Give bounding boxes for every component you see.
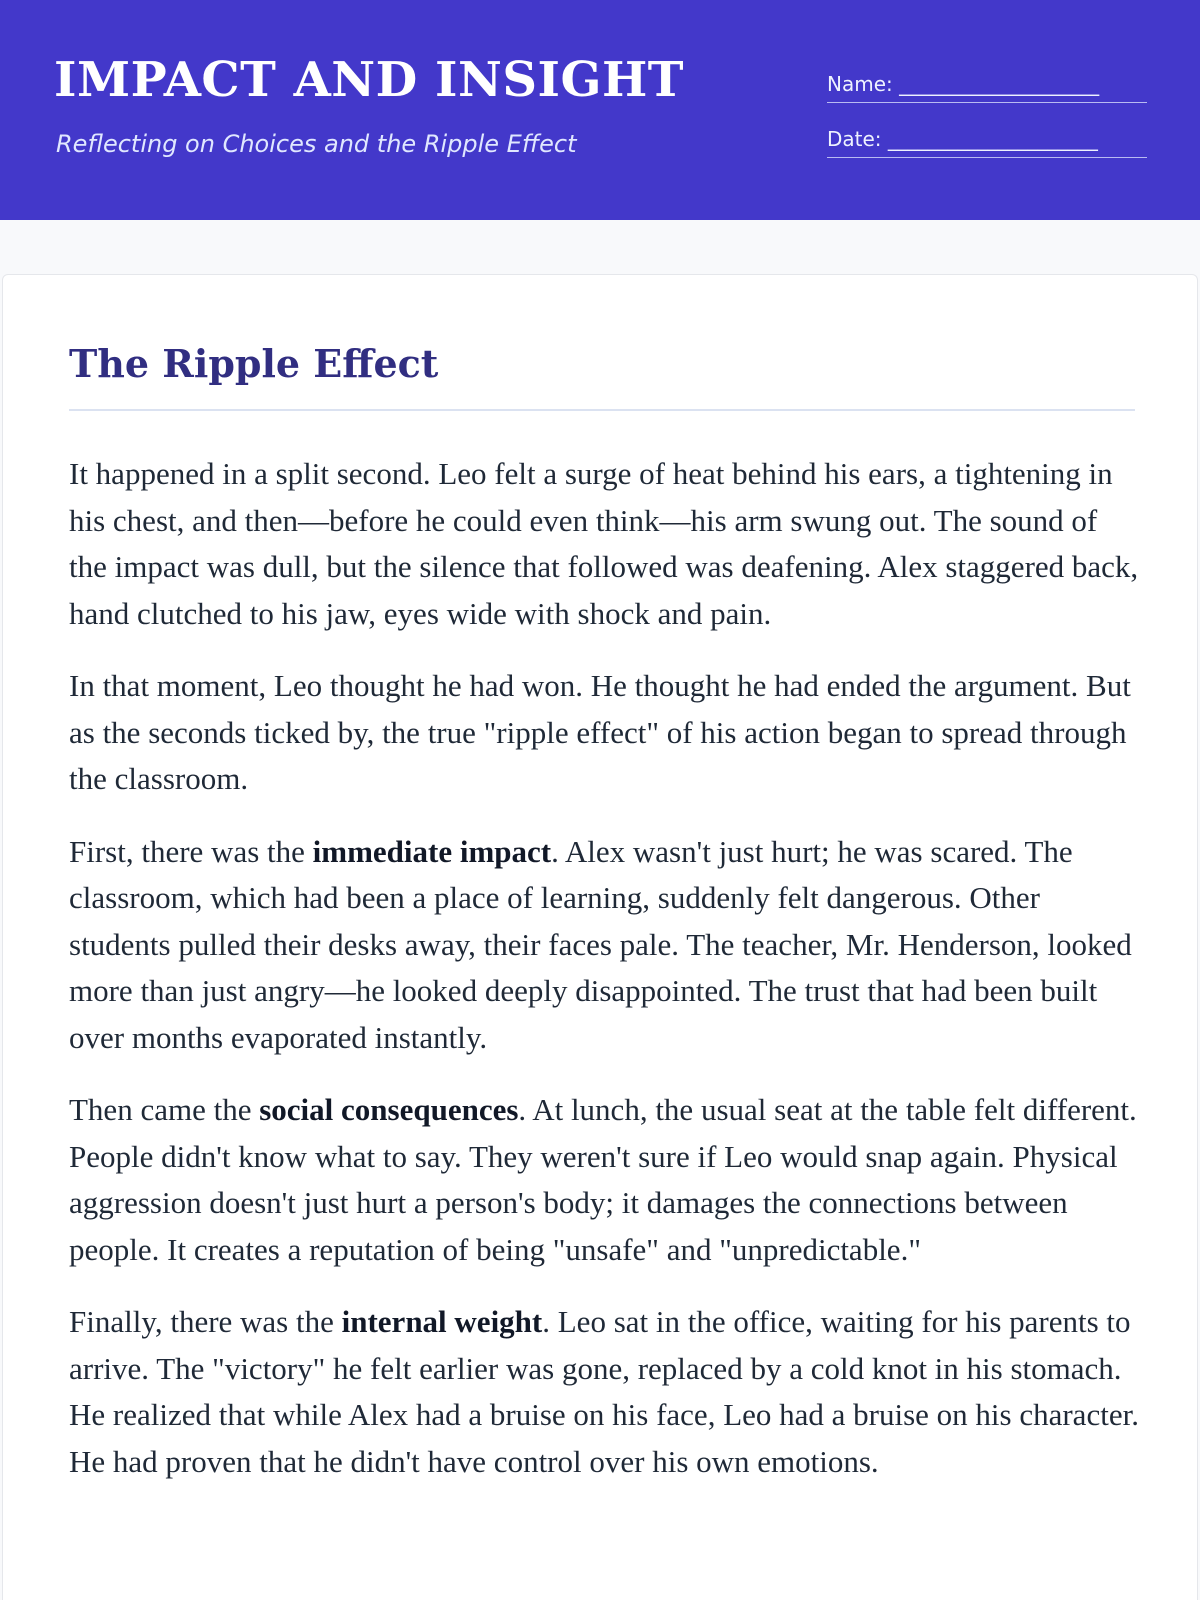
paragraph-5-lead: Finally, there was the (69, 1304, 342, 1339)
section-title: The Ripple Effect (69, 341, 439, 386)
title-divider (69, 409, 1135, 411)
key-term-immediate-impact: immediate impact (312, 833, 552, 869)
paragraph-5-rest: . Leo sat in the office, waiting for his parents to arrive. The "victory" he felt earlier was gone, replaced by a cold knot in his stomach. He realized that while Alex had a bruise on his face, Leo had a bruise on his character. He had proven that he didn't have control over his own emotions. (69, 1304, 1139, 1479)
key-term-social-consequences: social consequences (259, 1092, 519, 1127)
reading-card (2, 274, 1198, 1600)
paragraph-3-lead: First, there was the (69, 833, 313, 869)
paragraph-3-rest: . Alex wasn't just hurt; he was scared. The classroom, which had been a place of learning, suddenly felt dangerous. Other students pulled their desks away, their faces pale. The teacher, Mr. Henderson, looked more than just angry—he looked deeply disappointed. The trust that had been built over months evaporated instantly. (69, 833, 1132, 1055)
article-body (69, 451, 1139, 1511)
paragraph-1: It happened in a split second. Leo felt a surge of heat behind his ears, a tightening in his chest, and then—before he could even think—his arm swung out. The sound of the impact was dull, but the silence that followed was deafening. Alex staggered back, hand clutched to his jaw, eyes wide with shock and pain. (69, 456, 1139, 631)
worksheet-title: IMPACT AND INSIGHT (54, 52, 685, 108)
paragraph-4-rest: . At lunch, the usual seat at the table felt different. People didn't know what to say. They weren't sure if Leo would snap again. Physical aggression doesn't just hurt a person's body; it damages the connections between people. It creates a reputation of being "unsafe" and "unpredictable." (69, 1092, 1137, 1267)
date-field[interactable]: Date: _____________________ (827, 127, 1147, 158)
paragraph-4 (69, 1087, 1139, 1273)
paragraph-3 (69, 829, 1139, 1062)
paragraph-5 (69, 1299, 1139, 1485)
paragraph-4-lead: Then came the (69, 1092, 260, 1127)
worksheet-subtitle: Reflecting on Choices and the Ripple Effect (56, 130, 577, 158)
key-term-internal-weight: internal weight (341, 1304, 543, 1339)
worksheet-header (0, 0, 1200, 220)
paragraph-2: In that moment, Leo thought he had won. He thought he had ended the argument. But as the seconds ticked by, the true "ripple effect" of his action began to spread through the classroom. (69, 668, 1131, 796)
name-field[interactable]: Name: ____________________ (827, 72, 1147, 103)
